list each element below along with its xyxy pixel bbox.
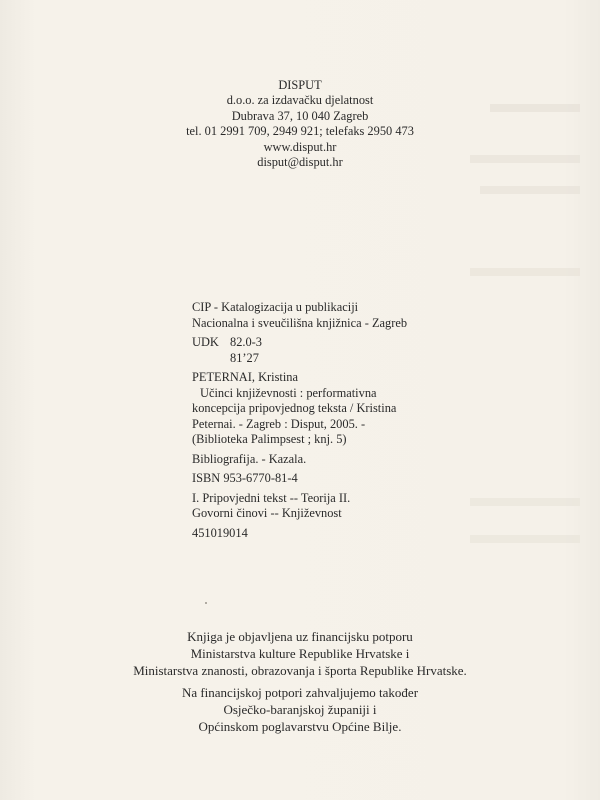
- cip-description-line: Peternai. - Zagreb : Disput, 2005. -: [192, 416, 366, 431]
- udk-row: [192, 335, 492, 366]
- funding-line: Ministarstva znanosti, obrazovanja i športa Republike Hrvatske.: [133, 663, 467, 679]
- cip-description-line: Učinci književnosti : performativna: [200, 385, 377, 400]
- cip-record-id: 451019014: [192, 525, 248, 540]
- funding-note: [0, 628, 600, 735]
- show-through-shadow: [480, 186, 580, 194]
- publisher-company: d.o.o. za izdavačku djelatnost: [226, 93, 374, 108]
- udk-value: 82.0-3: [230, 335, 263, 349]
- cip-notes: Bibliografija. - Kazala.: [192, 451, 307, 466]
- publisher-website: www.disput.hr: [263, 139, 337, 154]
- publisher-email: disput@disput.hr: [257, 155, 343, 170]
- publisher-phones: tel. 01 2991 709, 2949 921; telefaks 2950 473: [186, 124, 414, 139]
- cip-isbn: ISBN 953-6770-81-4: [192, 471, 298, 485]
- udk-value: 81’27: [230, 350, 259, 365]
- funding-line: Osječko-baranjskoj županiji i: [223, 701, 377, 717]
- funding-line: Općinskom poglavarstvu Općine Bilje.: [198, 719, 402, 735]
- publisher-block: [0, 78, 600, 170]
- cip-subject: Govorni činovi -- Književnost: [192, 506, 342, 520]
- cip-record: [192, 300, 492, 541]
- cip-description-line: (Biblioteka Palimpsest ; knj. 5): [192, 432, 347, 446]
- publisher-address: Dubrava 37, 10 040 Zagreb: [231, 108, 369, 123]
- udk-label: UDK: [192, 335, 219, 349]
- publisher-name: DISPUT: [278, 78, 322, 92]
- cip-header: CIP - Katalogizacija u publikaciji: [192, 300, 359, 314]
- funding-line: Na financijskoj potpori zahvaljujemo također: [181, 684, 419, 700]
- cip-library: Nacionalna i sveučilišna knjižnica - Zagreb: [192, 315, 408, 330]
- funding-line: Ministarstva kulture Republike Hrvatske i: [190, 646, 410, 662]
- cip-description-line: koncepcija pripovjednog teksta / Kristina: [192, 401, 397, 415]
- cip-author: PETERNAI, Kristina: [192, 370, 298, 384]
- paper-speck: [205, 602, 207, 604]
- cip-subject: I. Pripovjedni tekst -- Teorija II.: [192, 490, 351, 505]
- funding-line: Knjiga je objavljena uz financijsku potporu: [187, 629, 413, 644]
- show-through-shadow: [470, 268, 580, 276]
